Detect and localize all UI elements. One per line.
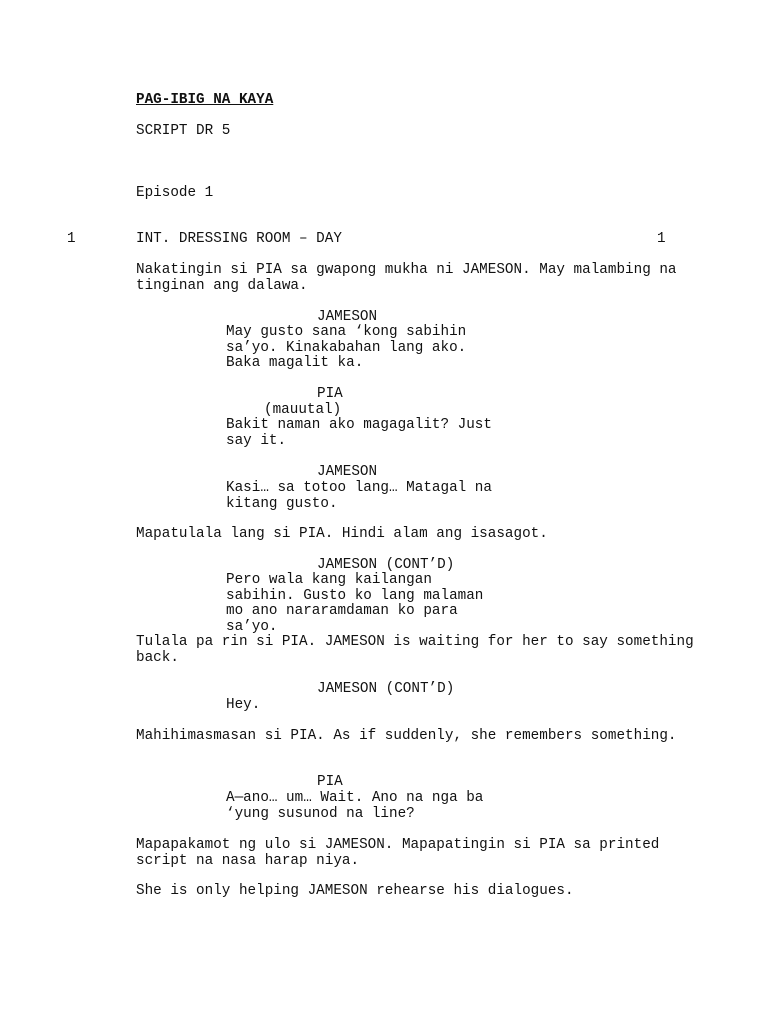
action-line: Mapatulala lang si PIA. Hindi alam ang isasagot. (136, 526, 548, 542)
character-name: JAMESON (317, 309, 378, 325)
action-line: She is only helping JAMESON rehearse his dialogues. (136, 883, 574, 899)
character-name: JAMESON (CONT’D) (317, 681, 455, 697)
scene-number-right: 1 (657, 231, 666, 247)
dialogue-line: Kasi… sa totoo lang… Matagal na kitang gusto. (226, 480, 492, 512)
action-line: Mapapakamot ng ulo si JAMESON. Mapapatingin si PIA sa printed script na nasa harap niya. (136, 837, 660, 869)
scene-number-left: 1 (67, 231, 76, 247)
script-label: SCRIPT DR 5 (136, 123, 231, 139)
dialogue-line: May gusto sana ‘kong sabihin sa’yo. Kinakabahan lang ako. Baka magalit ka. (226, 324, 467, 372)
episode-label: Episode 1 (136, 185, 214, 201)
scene-heading: INT. DRESSING ROOM – DAY (136, 231, 342, 247)
character-name: PIA (317, 386, 343, 402)
script-title: PAG-IBIG NA KAYA (136, 92, 274, 108)
dialogue-line: Pero wala kang kailangan sabihin. Gusto ko lang malaman mo ano nararamdaman ko para sa’yo. (226, 572, 484, 635)
action-line: Tulala pa rin si PIA. JAMESON is waiting for her to say something back. (136, 634, 694, 666)
action-line: Nakatingin si PIA sa gwapong mukha ni JAMESON. May malambing na tinginan ang dalawa. (136, 262, 677, 294)
dialogue-line: Hey. (226, 697, 261, 713)
dialogue-line: A—ano… um… Wait. Ano na nga ba ‘yung susunod na line? (226, 790, 484, 822)
character-name: JAMESON (CONT’D) (317, 557, 455, 573)
character-name: JAMESON (317, 464, 378, 480)
dialogue-line: Bakit naman ako magagalit? Just say it. (226, 417, 492, 449)
action-line: Mahihimasmasan si PIA. As if suddenly, she remembers something. (136, 728, 677, 744)
parenthetical: (mauutal) (264, 402, 342, 418)
character-name: PIA (317, 774, 343, 790)
